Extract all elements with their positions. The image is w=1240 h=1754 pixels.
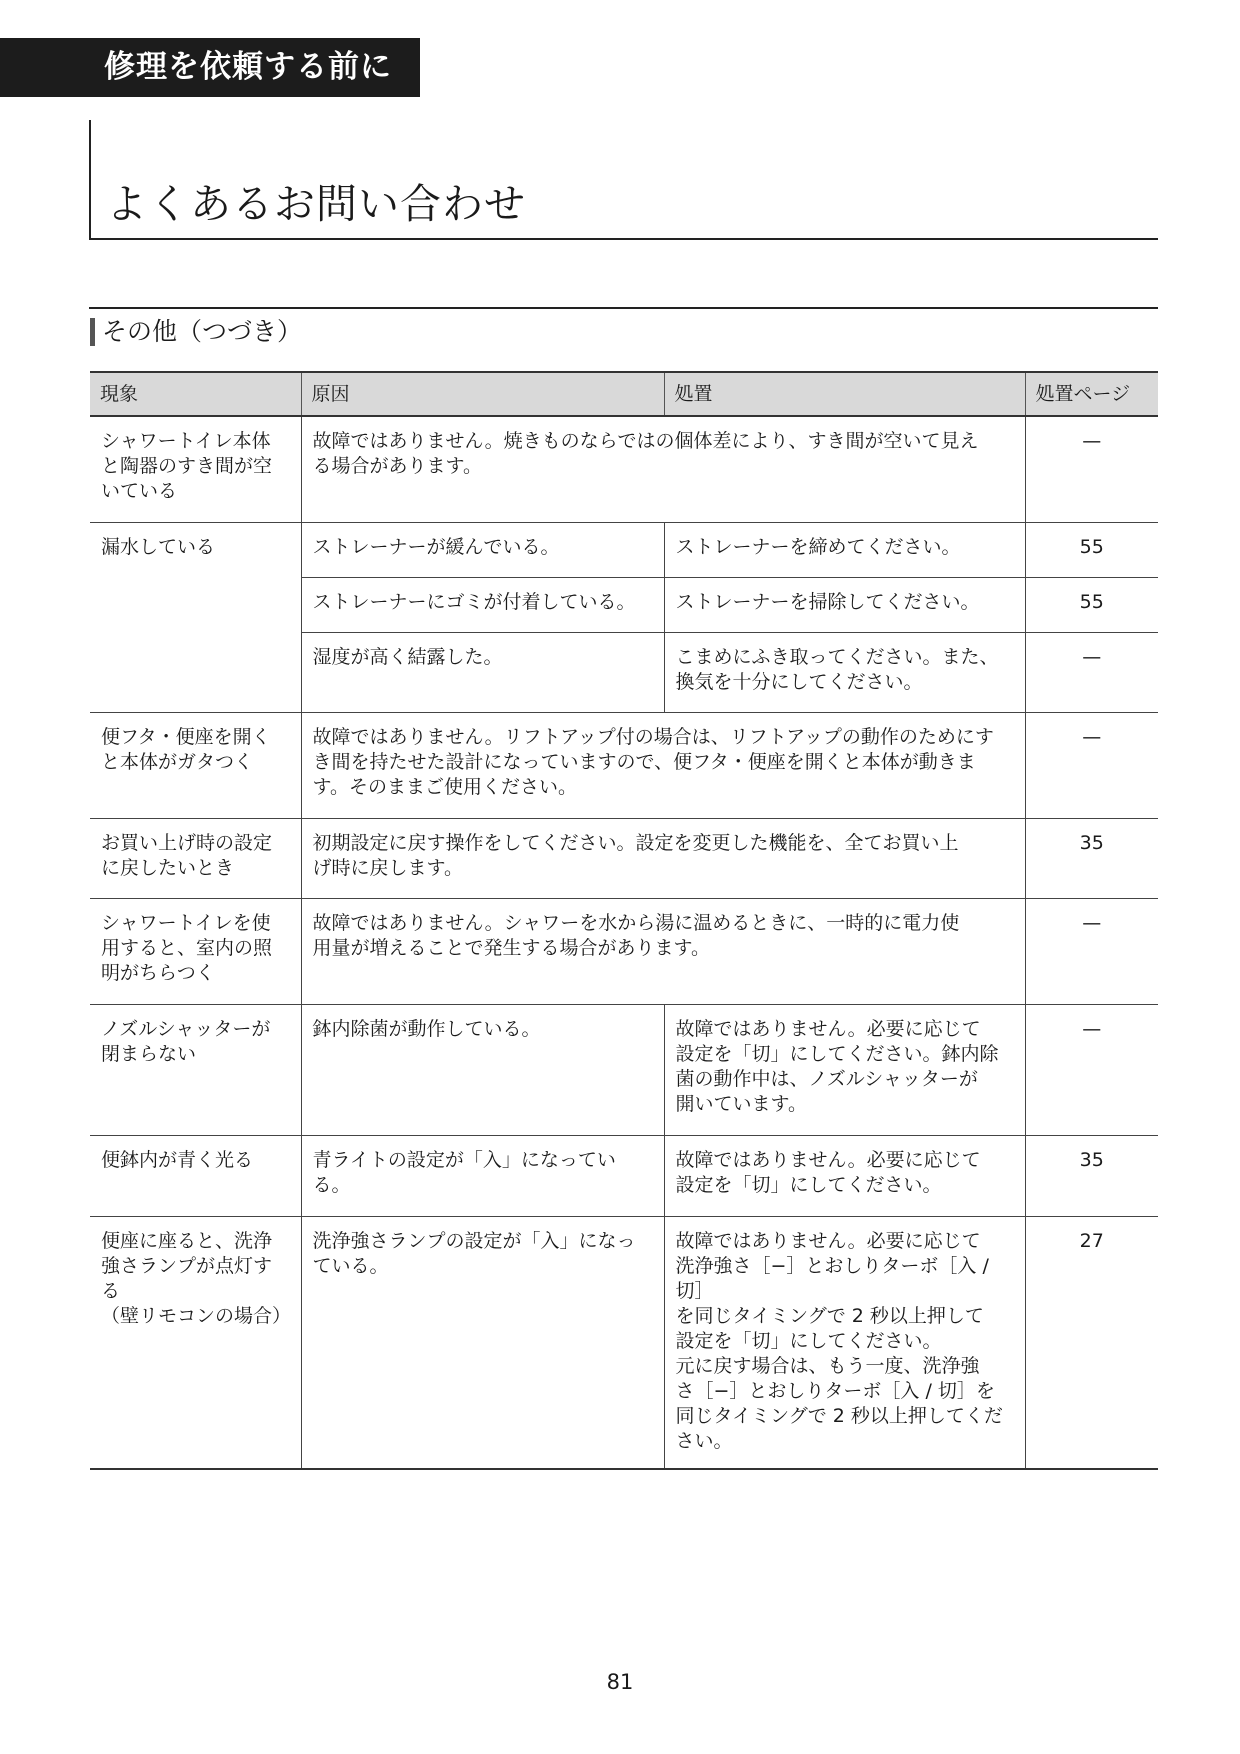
- section-title: その他（つづき）: [102, 317, 303, 346]
- table-row: [90, 818, 1158, 898]
- page-ref-cell: —: [1025, 416, 1158, 522]
- page-ref-cell: 35: [1025, 818, 1158, 898]
- column-header-cause: 原因: [301, 372, 664, 416]
- cause-cell: ストレーナーが緩んでいる。: [301, 522, 664, 577]
- chapter-banner: 修理を依頼する前に: [0, 38, 420, 97]
- cause-cell: 湿度が高く結露した。: [301, 632, 664, 712]
- column-header-page: 処置ページ: [1025, 372, 1158, 416]
- page-ref-cell: —: [1025, 898, 1158, 1004]
- page-ref-cell: —: [1025, 632, 1158, 712]
- cause-action-cell: 初期設定に戻す操作をしてください。設定を変更した機能を、全てお買い上 げ時に戻します。: [301, 818, 1025, 898]
- action-cell: こまめにふき取ってください。また、 換気を十分にしてください。: [664, 632, 1025, 712]
- cause-cell: 青ライトの設定が「入」になっている。: [301, 1135, 664, 1216]
- symptom-cell: 便座に座ると、洗浄 強さランプが点灯す る （壁リモコンの場合）: [90, 1216, 301, 1469]
- table-row: [90, 712, 1158, 818]
- action-cell: 故障ではありません。必要に応じて 設定を「切」にしてください。鉢内除 菌の動作中は、ノズルシャッターが 開いています。: [664, 1004, 1025, 1135]
- symptom-cell: ノズルシャッターが 閉まらない: [90, 1004, 301, 1135]
- table-row: [90, 1135, 1158, 1216]
- page-ref-cell: 27: [1025, 1216, 1158, 1469]
- cause-cell: 洗浄強さランプの設定が「入」になっ ている。: [301, 1216, 664, 1469]
- action-cell: ストレーナーを掃除してください。: [664, 577, 1025, 632]
- table-row: [90, 1216, 1158, 1469]
- symptom-cell: お買い上げ時の設定 に戻したいとき: [90, 818, 301, 898]
- action-cell: ストレーナーを締めてください。: [664, 522, 1025, 577]
- table-row: [90, 1004, 1158, 1135]
- faq-table: [90, 371, 1158, 1470]
- section-rule: [89, 307, 1158, 309]
- section-marker: [90, 318, 95, 346]
- page-ref-cell: —: [1025, 1004, 1158, 1135]
- page-ref-cell: 55: [1025, 577, 1158, 632]
- table-row: [90, 416, 1158, 522]
- cause-action-cell: 故障ではありません。焼きものならではの個体差により、すき間が空いて見え る場合があります。: [301, 416, 1025, 522]
- symptom-cell: 便フタ・便座を開く と本体がガタつく: [90, 712, 301, 818]
- table-header-row: [90, 372, 1158, 416]
- page-ref-cell: 55: [1025, 522, 1158, 577]
- title-vertical-rule: [89, 120, 91, 240]
- action-cell: 故障ではありません。必要に応じて 洗浄強さ［−］とおしりターボ［入 / 切］ を同じタイミングで 2 秒以上押して 設定を「切」にしてください。 元に戻す場合は、もう一度、洗浄強 さ［−］とおしりターボ［入 / 切］を 同じタイミングで 2 秒以上押してくだ さい。: [664, 1216, 1025, 1469]
- column-header-action: 処置: [664, 372, 1025, 416]
- page-ref-cell: 35: [1025, 1135, 1158, 1216]
- cause-action-cell: 故障ではありません。リフトアップ付の場合は、リフトアップの動作のためにす き間を持たせた設計になっていますので、便フタ・便座を開くと本体が動きま す。そのままご使用ください。: [301, 712, 1025, 818]
- page-title: よくあるお問い合わせ: [106, 180, 526, 228]
- action-cell: 故障ではありません。必要に応じて 設定を「切」にしてください。: [664, 1135, 1025, 1216]
- page-number: 81: [606, 1670, 634, 1694]
- cause-cell: 鉢内除菌が動作している。: [301, 1004, 664, 1135]
- symptom-cell: シャワートイレ本体 と陶器のすき間が空 いている: [90, 416, 301, 522]
- cause-action-cell: 故障ではありません。シャワーを水から湯に温めるときに、一時的に電力使 用量が増えることで発生する場合があります。: [301, 898, 1025, 1004]
- symptom-cell: シャワートイレを使 用すると、室内の照 明がちらつく: [90, 898, 301, 1004]
- symptom-cell: 便鉢内が青く光る: [90, 1135, 301, 1216]
- cause-cell: ストレーナーにゴミが付着している。: [301, 577, 664, 632]
- title-underline: [89, 238, 1158, 240]
- table-row: [90, 898, 1158, 1004]
- table-row: [90, 522, 1158, 577]
- column-header-symptom: 現象: [90, 372, 301, 416]
- page-ref-cell: —: [1025, 712, 1158, 818]
- symptom-cell: 漏水している: [90, 522, 301, 712]
